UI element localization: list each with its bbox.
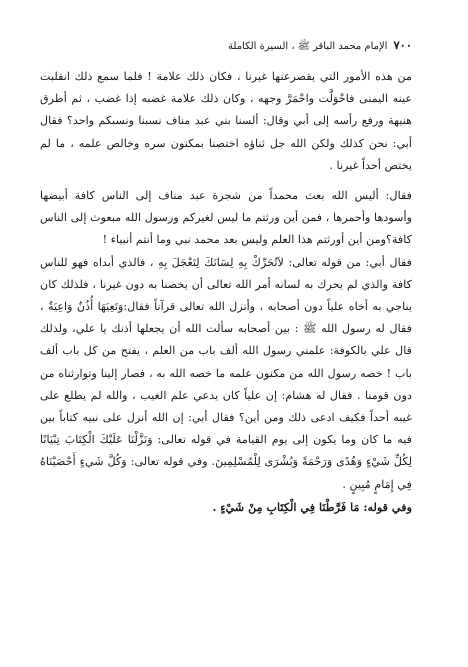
page-body (40, 66, 412, 518)
running-title: الإمام محمد الباقر ﷺ ، السيرة الكاملة (228, 41, 388, 52)
page-number: ٧٠٠ (393, 38, 412, 52)
page-header (30, 38, 412, 52)
paragraph-1: من هذه الأمور التي يقصرعنها غيرنا ، فكان ذلك علامة ! فلما سمع ذلك انقلبت عينه اليمنى فاحْوَلَّت واحْمَرَّ وجهه ، وكان ذلك علامة غضبه إذا غضب ، ثم أطرق هنيهة ورفع رأسه إلى أبي وقال: ألسنا بني عبد مناف نسبنا ونسبكم واحد؟ فقال أبي: نحن كذلك ولكن الله جل ثناؤه اختصنا بمكنون سره وخالص علمه ، ما لم يختص أحداً غيرنا . (40, 70, 412, 172)
paragraph-last-line: وفي قوله: مَا فَرَّطْنَا فِي الْكِتَابِ مِنْ شَيْءٍ . (212, 499, 412, 514)
paragraph-3: فقال أبي: من قوله تعالى: لاَتُحَرِّكْ بِهِ لِسَانَكَ لِتَعْجَلَ بِهِ ، فالذي أبداه فهو للناس كافة والذي لم يحرك به لسانه أمر الله تعالى أن يخصنا به دون غيرنا ، فلذلك كان يناجي به أخاه علياً دون أصحابه ، وأنزل الله تعالى قرآناً فقال:وَتَعِيَهَا أُذُنٌ وَاعِيَةٌ ، فقال له رسول الله ﷺ : بين أصحابه سألت الله أن يجعلها أذنك يا علي، ولذلك قال علي بالكوفة: علمني رسول الله ألف باب من العلم ، يفتح من كل باب ألف باب ! خصه رسول الله من مكنون علمه ما خصه الله به ، فصار إلينا وتوارثناه من دون قومنا . فقال له هشام: إن علياً كان يدعي علم الغيب ، والله لم يطلع على غيبه أحداً فكيف ادعى ذلك ومن أين؟ فقال أبي: إن الله أنزل على نبيه كتاباً بين فيه ما كان وما يكون إلى يوم القيامة في قوله تعالى: وَنَزَّلْنَا عَلَيْكَ الْكِتَابَ تِبْيَانًا لِكُلِّ شَيْءٍ وَهُدًى وَرَحْمَةً وَبُشْرَى لِلْمُسْلِمِينَ. وفي قوله تعالى: وَكُلَّ شَيءٍ أَحْصَيْنَاهُ فِي إِمَامٍ مُبِينٍ . (40, 255, 412, 491)
paragraph-2: فقال: أليس الله بعث محمداً من شجرة عبد مناف إلى الناس كافة أبيضها وأسودها وأحمرها ، فمن أين ورثتم ما ليس لغيركم ورسول الله مبعوث إلى الناس كافة؟ومن أين أورثتم هذا العلم وليس بعد محمد نبي وما أنتم أنبياء ! (40, 189, 412, 247)
